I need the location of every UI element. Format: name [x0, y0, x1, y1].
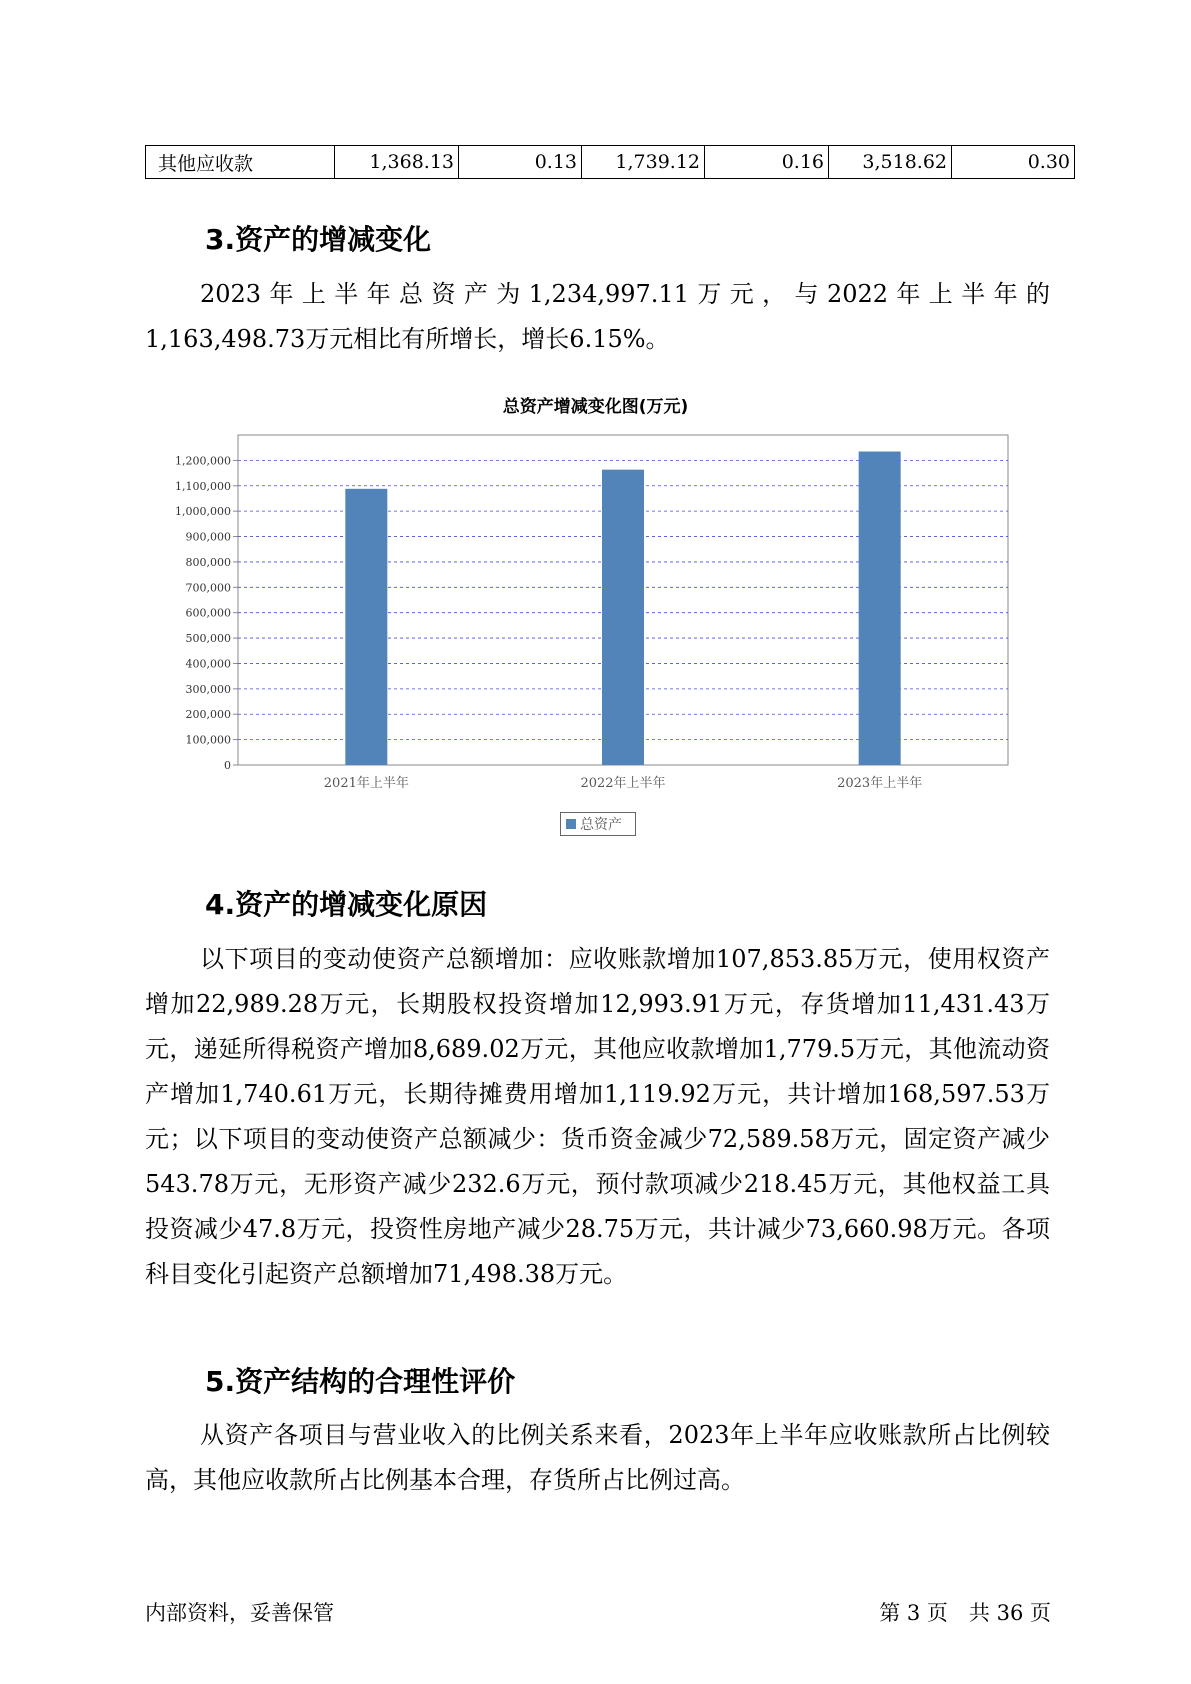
y-tick-label: 700,000 [185, 581, 231, 595]
bar [345, 489, 387, 765]
table-cell: 3,518.62 [829, 146, 952, 179]
section4-heading: 4.资产的增减变化原因 [205, 888, 488, 921]
y-tick-label: 600,000 [185, 606, 231, 620]
table-row [146, 146, 1075, 179]
legend-label: 总资产 [580, 817, 622, 833]
y-tick-label: 1,000,000 [175, 505, 231, 519]
y-tick-label: 400,000 [185, 657, 231, 671]
bar [602, 470, 644, 765]
y-tick-label: 1,100,000 [175, 479, 231, 493]
section3-paragraph: 2023年上半年总资产为1,234,997.11万元，与2022年上半年的1,163,498.73万元相比有所增长，增长6.15%。 [145, 280, 1050, 353]
legend-swatch [566, 819, 576, 829]
y-tick-label: 100,000 [185, 733, 231, 747]
table-cell: 0.13 [459, 146, 582, 179]
table-cell: 0.30 [952, 146, 1075, 179]
table-cell: 1,739.12 [582, 146, 705, 179]
footer-left: 内部资料，妥善保管 [145, 1601, 334, 1625]
y-tick-label: 500,000 [185, 632, 231, 646]
section4-paragraph: 以下项目的变动使资产总额增加：应收账款增加107,853.85万元，使用权资产增加22,989.28万元，长期股权投资增加12,993.91万元，存货增加11,431.43万元，递延所得税资产增加8,689.02万元，其他应收款增加1,779.5万元，其他流动资产增加1,740.61万元，长期待摊费用增加1,119.92万元，共计增加168,597.53万元；以下项目的变动使资产总额减少：货币资金减少72,589.58万元，固定资产减少543.78万元，无形资产减少232.6万元，预付款项减少218.45万元，其他权益工具投资减少47.8万元，投资性房地产减少28.75万元，共计减少73,660.98万元。各项科目变化引起资产总额增加71,498.38万元。 [145, 945, 1050, 1288]
section3-heading: 3.资产的增减变化 [205, 223, 432, 256]
y-tick-label: 900,000 [185, 530, 231, 544]
x-tick-label: 2021年上半年 [323, 776, 409, 791]
x-tick-label: 2022年上半年 [580, 776, 666, 791]
chart-legend [560, 812, 636, 836]
table-cell: 0.16 [705, 146, 829, 179]
data-table [145, 145, 1075, 179]
y-tick-label: 0 [224, 759, 231, 772]
y-tick-label: 300,000 [185, 682, 231, 696]
footer-page-number: 第 3 页 共 36 页 [879, 1601, 1051, 1625]
y-tick-label: 200,000 [185, 708, 231, 722]
section5-heading: 5.资产结构的合理性评价 [205, 1365, 516, 1398]
bar [859, 452, 901, 765]
bar-chart [160, 425, 1020, 805]
section5-paragraph: 从资产各项目与营业收入的比例关系来看，2023年上半年应收账款所占比例较高，其他应收款所占比例基本合理，存货所占比例过高。 [145, 1421, 1050, 1494]
x-tick-label: 2023年上半年 [837, 776, 923, 791]
table-cell: 1,368.13 [335, 146, 459, 179]
y-tick-label: 1,200,000 [175, 454, 231, 468]
y-tick-label: 800,000 [185, 555, 231, 569]
chart-title: 总资产增减变化图(万元) [502, 397, 689, 417]
row-label: 其他应收款 [146, 146, 335, 179]
